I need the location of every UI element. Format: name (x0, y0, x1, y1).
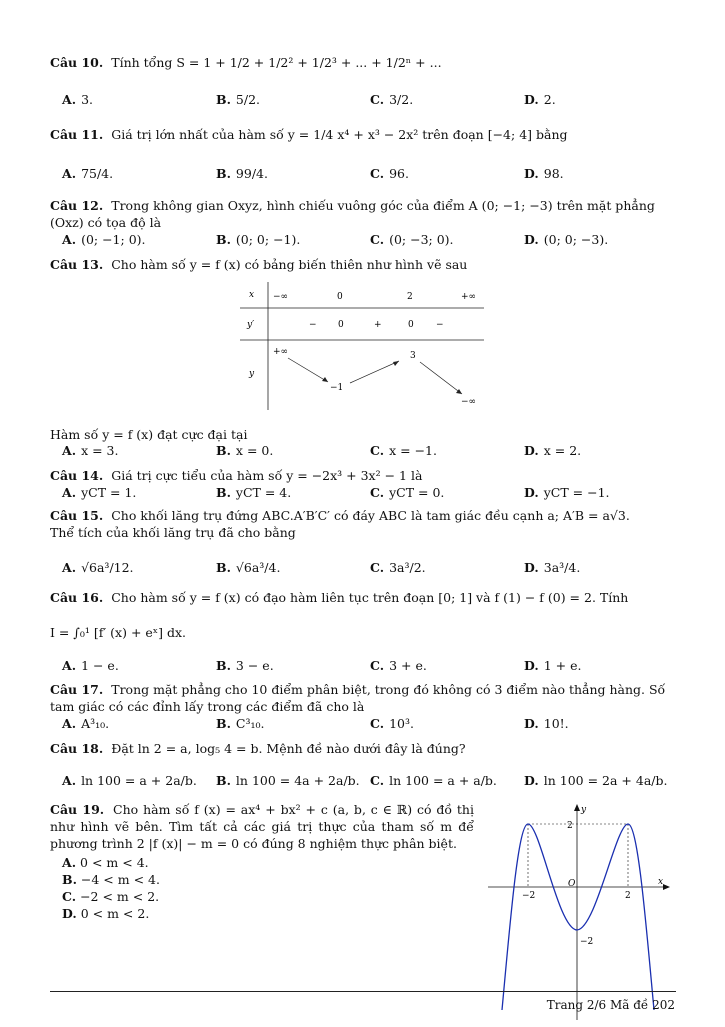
question-label: Câu 17. (50, 682, 104, 697)
question-label: Câu 15. (50, 508, 104, 523)
options-12 (62, 232, 676, 252)
options-18 (62, 773, 676, 793)
options-10 (62, 92, 676, 112)
option-d[interactable]: D. 1 + e. (524, 658, 582, 673)
question-11 (50, 126, 676, 143)
footer-divider (50, 991, 676, 992)
option-d[interactable]: D. yCT = −1. (524, 485, 610, 500)
option-a[interactable]: A. x = 3. (62, 443, 119, 458)
options-15 (62, 560, 676, 580)
option-a[interactable]: A. yCT = 1. (62, 485, 137, 500)
x-val: 2 (407, 292, 413, 302)
question-17 (50, 681, 676, 715)
option-c[interactable]: C. 3a³/2. (370, 560, 426, 575)
options-13 (62, 443, 676, 463)
question-16 (50, 589, 676, 606)
function-graph (488, 804, 674, 1027)
question-label: Câu 19. (50, 802, 105, 817)
option-d[interactable]: D. 3a³/4. (524, 560, 581, 575)
option-b[interactable]: B. ln 100 = 4a + 2a/b. (216, 773, 360, 788)
option-a[interactable]: A. (0; −1; 0). (62, 232, 146, 247)
option-c[interactable]: C. 10³. (370, 716, 414, 731)
option-b[interactable]: B. 99/4. (216, 166, 268, 181)
option-c[interactable]: C. (0; −3; 0). (370, 232, 454, 247)
option-d[interactable]: D. 2. (524, 92, 556, 107)
question-text: Cho hàm số y = f (x) có bảng biến thiên như hình vẽ sau (111, 257, 468, 272)
y-val: +∞ (273, 347, 289, 357)
question-19 (50, 801, 474, 852)
option-d[interactable]: D. ln 100 = 2a + 4a/b. (524, 773, 668, 788)
sign: − (309, 320, 317, 330)
option-c[interactable]: C. yCT = 0. (370, 485, 445, 500)
option-d[interactable]: D. 0 < m < 2. (62, 906, 150, 921)
y-val: −1 (330, 383, 344, 393)
question-text: Cho hàm số f (x) = ax⁴ + bx² + c (a, b, c ∈ ℝ) có đồ thị như hình vẽ bên. Tìm tất cả các giá trị thực của tham số m để phương trình 2 |f (x)| − m = 0 có đúng 8 nghiệm thực phân biệt. (50, 802, 474, 851)
option-b[interactable]: B. −4 < m < 4. (62, 872, 160, 887)
y-axis-label: y (581, 805, 587, 815)
question-text: Cho khối lăng trụ đứng ABC.A′B′C′ có đáy ABC là tam giác đều cạnh a; A′B = a√3. (111, 508, 630, 523)
option-c[interactable]: C. 3 + e. (370, 658, 427, 673)
variation-table (240, 282, 490, 417)
question-label: Câu 11. (50, 127, 104, 142)
options-14 (62, 485, 676, 505)
option-a[interactable]: A. 0 < m < 4. (62, 855, 149, 870)
tick-y-2: 2 (567, 821, 573, 831)
sign: 0 (408, 320, 414, 330)
question-label: Câu 10. (50, 55, 104, 70)
question-label: Câu 14. (50, 468, 104, 483)
sign: − (436, 320, 444, 330)
option-a[interactable]: A. ln 100 = a + 2a/b. (62, 773, 197, 788)
option-c[interactable]: C. x = −1. (370, 443, 437, 458)
option-c[interactable]: C. 96. (370, 166, 409, 181)
option-b[interactable]: B. √6a³/4. (216, 560, 281, 575)
x-val: −∞ (273, 292, 289, 302)
options-16 (62, 658, 676, 678)
question-12 (50, 197, 676, 231)
yprime-row-label: y′ (247, 320, 255, 330)
question-text: Giá trị lớn nhất của hàm số y = 1/4 x⁴ + x³ − 2x² trên đoạn [−4; 4] bằng (111, 127, 568, 142)
options-11 (62, 166, 676, 186)
option-b[interactable]: B. x = 0. (216, 443, 274, 458)
question-text: Đặt ln 2 = a, log₅ 4 = b. Mệnh đề nào dưới đây là đúng? (111, 741, 466, 756)
tick-y-neg2: −2 (580, 937, 594, 947)
option-d[interactable]: D. 98. (524, 166, 564, 181)
options-17 (62, 716, 676, 736)
option-d[interactable]: D. 10!. (524, 716, 569, 731)
question-label: Câu 13. (50, 257, 104, 272)
integral-expression: I = ∫₀¹ [f′ (x) + eˣ] dx. (50, 625, 186, 640)
option-b[interactable]: B. 5/2. (216, 92, 261, 107)
origin-label: O (568, 879, 576, 889)
y-val: 3 (410, 351, 416, 361)
option-c[interactable]: C. ln 100 = a + a/b. (370, 773, 497, 788)
tick-x-2: 2 (625, 891, 631, 901)
sign: + (374, 320, 382, 330)
option-a[interactable]: A. 75/4. (62, 166, 114, 181)
option-d[interactable]: D. x = 2. (524, 443, 582, 458)
question-13 (50, 256, 676, 273)
question-label: Câu 12. (50, 198, 104, 213)
question-text: Giá trị cực tiểu của hàm số y = −2x³ + 3x² − 1 là (111, 468, 423, 483)
x-row-label: x (249, 290, 255, 300)
function-curve (502, 824, 654, 1010)
question-text: Tính tổng S = 1 + 1/2 + 1/2² + 1/2³ + ... + 1/2ⁿ + ... (111, 55, 442, 70)
option-b[interactable]: B. C³₁₀. (216, 716, 265, 731)
question-15 (50, 507, 676, 541)
option-b[interactable]: B. 3 − e. (216, 658, 274, 673)
question-text: Cho hàm số y = f (x) có đạo hàm liên tục trên đoạn [0; 1] và f (1) − f (0) = 2. Tính (111, 590, 629, 605)
question-text: Trong mặt phẳng cho 10 điểm phân biệt, trong đó không có 3 điểm nào thẳng hàng. Số tam giác có các đỉnh lấy trong các điểm đã cho là (50, 682, 666, 714)
question-13-prompt: Hàm số y = f (x) đạt cực đại tại (50, 427, 248, 442)
option-b[interactable]: B. (0; 0; −1). (216, 232, 301, 247)
question-text: Trong không gian Oxyz, hình chiếu vuông góc của điểm A (0; −1; −3) trên mặt phẳng (Oxz) có tọa độ là (50, 198, 655, 230)
x-val: 0 (337, 292, 343, 302)
options-19 (62, 854, 362, 922)
option-a[interactable]: A. 3. (62, 92, 93, 107)
option-b[interactable]: B. yCT = 4. (216, 485, 292, 500)
x-axis-label: x (658, 877, 664, 887)
x-val: +∞ (461, 292, 477, 302)
question-10 (50, 54, 676, 71)
question-14 (50, 467, 676, 484)
question-label: Câu 18. (50, 741, 104, 756)
y-row-label: y (249, 369, 255, 379)
option-c[interactable]: C. 3/2. (370, 92, 414, 107)
page-footer: Trang 2/6 Mã đề 202 (546, 998, 675, 1012)
option-d[interactable]: D. (0; 0; −3). (524, 232, 609, 247)
option-c[interactable]: C. −2 < m < 2. (62, 889, 160, 904)
option-a[interactable]: A. 1 − e. (62, 658, 119, 673)
question-18 (50, 740, 676, 757)
sign: 0 (338, 320, 344, 330)
option-a[interactable]: A. √6a³/12. (62, 560, 134, 575)
question-label: Câu 16. (50, 590, 104, 605)
option-a[interactable]: A. A³₁₀. (62, 716, 110, 731)
y-val: −∞ (461, 397, 477, 407)
question-text-2: Thể tích của khối lăng trụ đã cho bằng (50, 525, 296, 540)
tick-x-neg2: −2 (522, 891, 536, 901)
